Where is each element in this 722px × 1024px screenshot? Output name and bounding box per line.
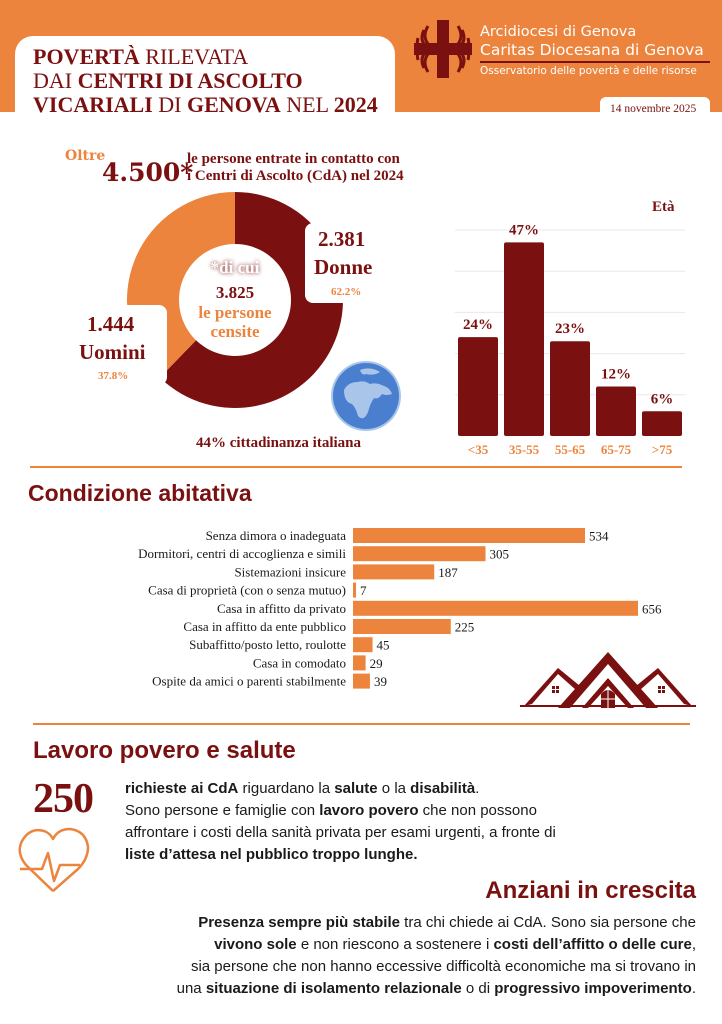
age-bar-value-label: 47% <box>509 222 539 239</box>
text: e non riescono a sostenere i <box>296 936 494 953</box>
housing-bar <box>353 637 373 652</box>
text: riguardano la <box>238 780 335 797</box>
date-label: 14 novembre 2025 <box>610 103 697 115</box>
housing-bar <box>353 583 356 598</box>
uomini-value: 1.444 <box>87 312 135 336</box>
work-title: Lavoro povero e salute <box>33 737 296 764</box>
age-category-label: 55-65 <box>554 442 586 457</box>
oltre-label: Oltre <box>65 148 106 164</box>
title-bold: VICARIALI <box>33 92 153 117</box>
page-title <box>33 45 378 117</box>
housing-value-label: 656 <box>642 601 662 617</box>
housing-category-label: Casa di proprietà (con o senza mutuo) <box>148 582 346 598</box>
title-text: RILEVATA <box>139 44 249 69</box>
age-bar <box>550 341 590 436</box>
uomini-pct: 37.8% <box>98 370 129 382</box>
housing-category-label: Dormitori, centri di accoglienza e simili <box>138 546 346 562</box>
section-divider <box>30 466 682 468</box>
housing-bar <box>353 528 585 543</box>
housing-category-label: Ospite da amici o parenti stabilmente <box>152 673 346 689</box>
title-bold: 2024 <box>333 92 378 117</box>
elderly-paragraph-line <box>214 934 696 955</box>
bold-text: costi dell’affitto o delle cure <box>493 936 692 953</box>
bold-text: disabilità <box>410 780 476 797</box>
donne-label: Donne <box>314 255 373 279</box>
housing-category-label: Casa in affitto da privato <box>216 600 346 616</box>
text: Sono persone e famiglie con <box>125 802 320 819</box>
donut-center-label-line: censite <box>210 322 260 341</box>
age-bar <box>458 337 498 436</box>
work-paragraph-line: affrontare i costi della sanità privata per esami urgenti, a fronte di <box>125 824 556 841</box>
bold-text: vivono sole <box>214 936 297 953</box>
housing-bar <box>353 655 366 670</box>
text: che non possono <box>418 802 537 819</box>
text: o di <box>461 980 495 997</box>
text: , <box>691 936 696 953</box>
health-requests-number: 250 <box>33 776 93 822</box>
age-bar-value-label: 6% <box>650 391 674 408</box>
work-paragraph-line <box>125 778 479 799</box>
elderly-title: Anziani in crescita <box>485 877 696 904</box>
housing-bar <box>353 674 370 689</box>
elderly-paragraph-line <box>177 978 696 999</box>
title-bold: GENOVA <box>187 92 281 117</box>
bold-text: richieste ai CdA <box>125 780 239 797</box>
title-bold: POVERTÀ <box>33 44 140 69</box>
housing-value-label: 305 <box>489 546 510 562</box>
housing-bar <box>353 546 486 561</box>
donne-value: 2.381 <box>318 227 366 251</box>
housing-value-label: 187 <box>438 564 458 580</box>
age-bar <box>596 387 636 436</box>
text: una <box>176 980 206 997</box>
age-bar-value-label: 23% <box>555 321 585 338</box>
houses-icon <box>518 650 698 710</box>
intro-text-1: le persone entrate in contatto con <box>187 151 400 167</box>
bold-text: situazione di isolamento relazionale <box>205 980 462 997</box>
donut-center-value: 3.825 <box>215 283 255 302</box>
bold-text: lavoro povero <box>319 802 419 819</box>
title-text: DAI <box>33 68 78 93</box>
housing-category-label: Subaffitto/posto letto, roulotte <box>189 637 346 653</box>
title-text: DI <box>152 92 188 117</box>
elderly-paragraph-line: sia persone che non hanno eccessive difficoltà economiche ma si trovano in <box>190 958 696 975</box>
age-bar <box>642 411 682 436</box>
bold-text: liste d’attesa nel pubblico troppo lunghe. <box>125 846 418 863</box>
age-bar <box>504 242 544 436</box>
housing-value-label: 534 <box>588 528 609 544</box>
housing-bar <box>353 601 638 616</box>
org-line-1: Arcidiocesi di Genova <box>480 24 637 40</box>
title-text: NEL <box>280 92 334 117</box>
housing-category-label: Casa in comodato <box>252 655 346 671</box>
housing-category-label: Sistemazioni insicure <box>234 564 346 580</box>
section-divider <box>33 723 690 725</box>
age-bar-chart <box>450 210 690 460</box>
text: tra chi chiede ai CdA. Sono sia persone che <box>399 914 696 931</box>
text: . <box>475 780 480 797</box>
caritas-cross-icon <box>412 18 474 80</box>
age-category-label: <35 <box>467 442 489 457</box>
age-category-label: 65-75 <box>600 442 632 457</box>
org-line-2: Caritas Diocesana di Genova <box>480 41 704 59</box>
org-divider <box>480 61 710 63</box>
work-paragraph-line <box>125 844 418 865</box>
housing-value-label: 225 <box>454 619 475 635</box>
age-category-label: 35-55 <box>508 442 540 457</box>
housing-bar <box>353 619 451 634</box>
housing-value-label: 39 <box>373 674 387 690</box>
housing-value-label: 29 <box>369 655 383 671</box>
housing-value-label: 7 <box>360 583 367 599</box>
age-category-label: >75 <box>651 442 673 457</box>
donut-center-label <box>180 303 290 341</box>
total-number: 4.500* <box>102 158 194 187</box>
age-chart-title: Età <box>652 199 675 215</box>
donut-center-label-line: le persone <box>198 303 272 322</box>
title-bold: CENTRI DI ASCOLTO <box>77 68 303 93</box>
housing-title: Condizione abitativa <box>28 480 252 506</box>
bold-text: Presenza sempre più stabile <box>198 914 400 931</box>
housing-bar <box>353 564 434 579</box>
intro-text-2: i Centri di Ascolto (CdA) nel 2024 <box>187 168 404 184</box>
uomini-label: Uomini <box>79 340 146 364</box>
work-paragraph-line <box>125 800 537 821</box>
housing-category-label: Casa in affitto da ente pubblico <box>183 619 346 634</box>
heart-pulse-icon <box>16 825 91 895</box>
donne-pct: 62.2% <box>331 286 362 298</box>
donut-center-dicui: *di cui <box>210 258 260 277</box>
age-bar-value-label: 24% <box>463 317 493 334</box>
bold-text: progressivo impoverimento <box>494 980 692 997</box>
org-line-3: Osservatorio delle povertà e delle risorse <box>480 65 697 77</box>
housing-category-label: Senza dimora o inadeguata <box>205 528 346 543</box>
text: . <box>691 980 696 997</box>
elderly-paragraph-line <box>198 912 696 933</box>
citizenship-annotation: 44% cittadinanza italiana <box>196 435 362 451</box>
age-bar-value-label: 12% <box>601 366 631 383</box>
globe-icon <box>330 360 402 432</box>
text: o la <box>377 780 411 797</box>
bold-text: salute <box>334 780 378 797</box>
housing-value-label: 45 <box>376 637 390 653</box>
